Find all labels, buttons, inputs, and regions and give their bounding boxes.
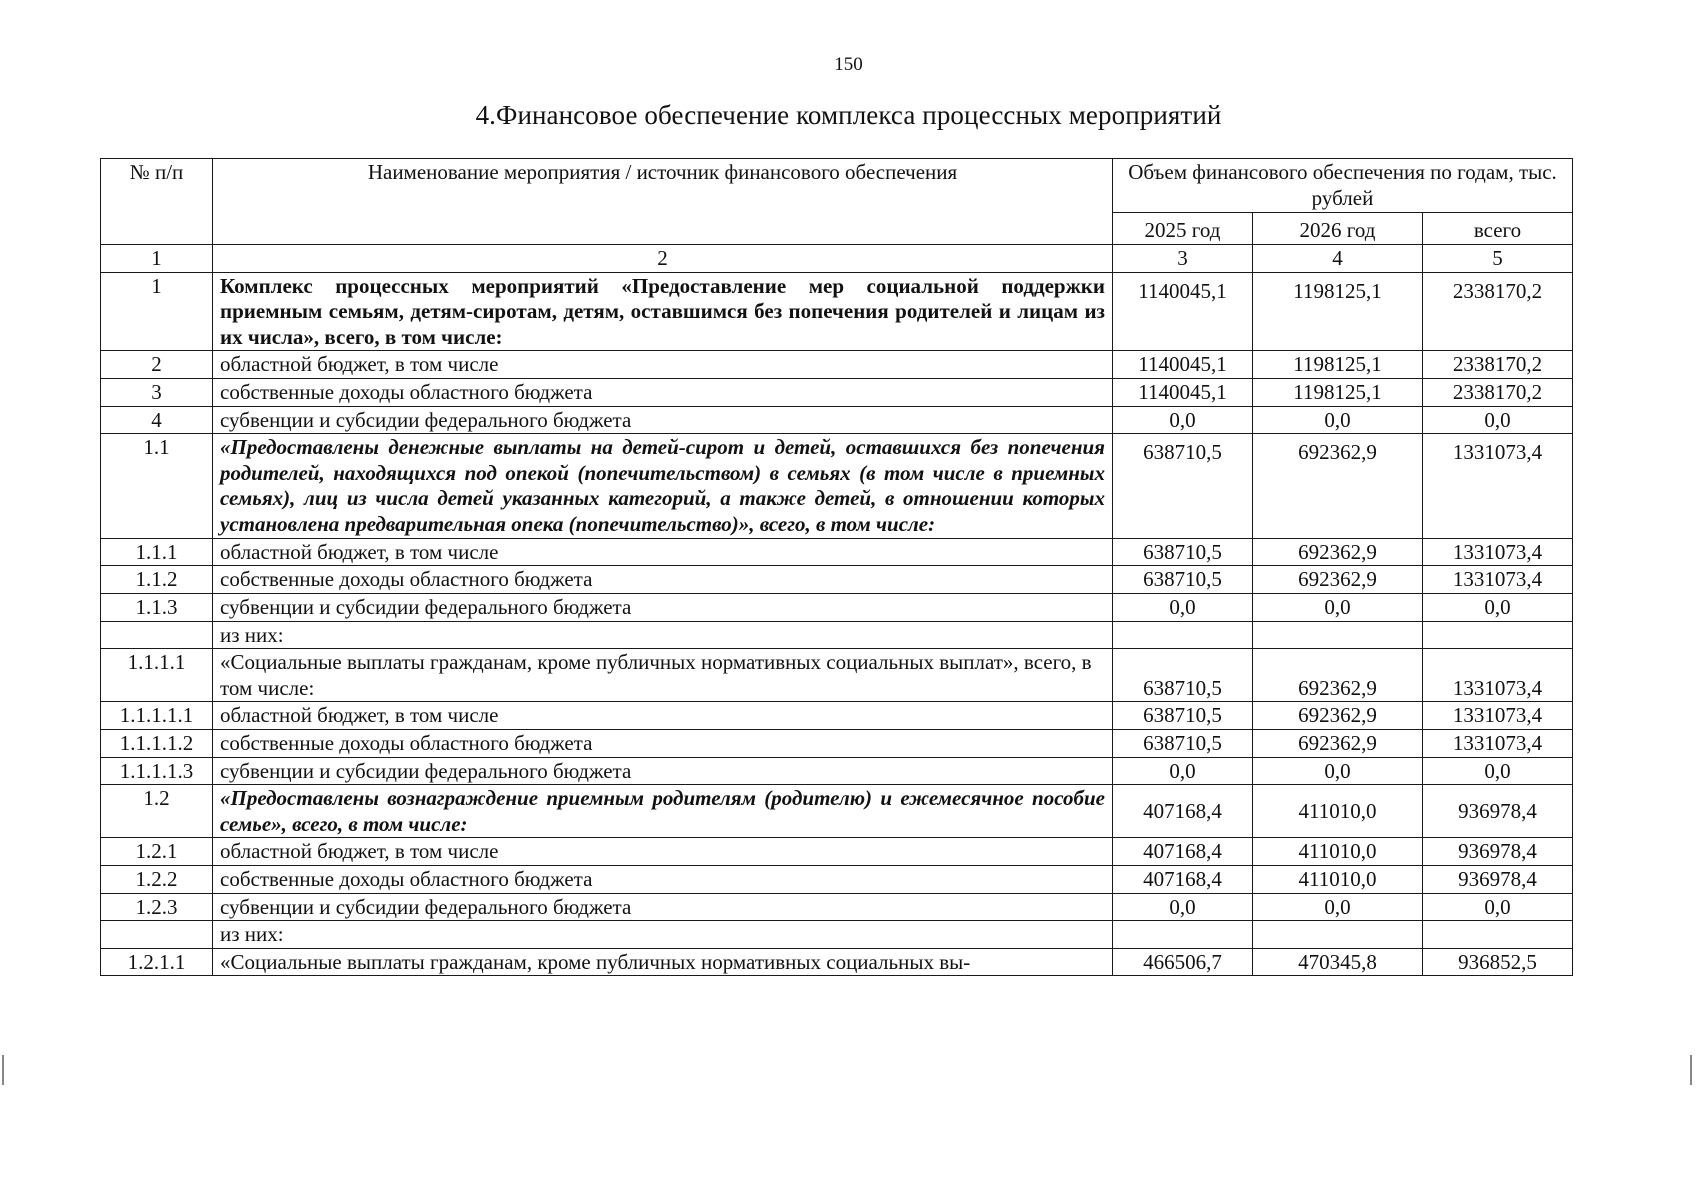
row-v2025-value: 0,0 — [1113, 893, 1253, 921]
row-number: 1.1.1.1.2 — [101, 729, 213, 757]
row-number: 4 — [101, 406, 213, 434]
row-number: 1 — [101, 272, 213, 351]
row-total-value: 2338170,2 — [1423, 272, 1573, 351]
row-total-value: 936978,4 — [1423, 866, 1573, 894]
row-number: 1.2.1.1 — [101, 948, 213, 976]
row-name: «Социальные выплаты гражданам, кроме публичных нормативных социальных вы- — [213, 948, 1113, 976]
row-name: областной бюджет, в том числе — [213, 838, 1113, 866]
row-number: 1.1.1.1.1 — [101, 702, 213, 730]
row-v2025-value: 407168,4 — [1113, 838, 1253, 866]
table-row — [101, 921, 1573, 949]
column-index: 2 — [213, 245, 1113, 273]
row-v2026-value: 692362,9 — [1253, 538, 1423, 566]
table-row — [101, 649, 1573, 702]
row-number: 2 — [101, 351, 213, 379]
table-row — [101, 757, 1573, 785]
row-name: «Предоставлены вознаграждение приемным родителям (родителю) и ежемесячное пособие семье», всего, в том числе: — [213, 785, 1113, 838]
row-name: областной бюджет, в том числе — [213, 702, 1113, 730]
row-name: областной бюджет, в том числе — [213, 538, 1113, 566]
row-v2025-value: 466506,7 — [1113, 948, 1253, 976]
table-row — [101, 838, 1573, 866]
row-number: 1.2.2 — [101, 866, 213, 894]
row-v2026-value — [1253, 921, 1423, 949]
row-name: собственные доходы областного бюджета — [213, 729, 1113, 757]
row-number: 1.1.1.1 — [101, 649, 213, 702]
table-row — [101, 948, 1573, 976]
row-v2026-value: 692362,9 — [1253, 729, 1423, 757]
row-number: 1.1.3 — [101, 593, 213, 621]
row-name: субвенции и субсидии федерального бюджета — [213, 406, 1113, 434]
row-name: из них: — [213, 621, 1113, 649]
row-v2026-value — [1253, 621, 1423, 649]
row-total-value: 1331073,4 — [1423, 729, 1573, 757]
row-total-value: 2338170,2 — [1423, 351, 1573, 379]
row-v2026-value: 1198125,1 — [1253, 272, 1423, 351]
table-row — [101, 406, 1573, 434]
row-total-value: 1331073,4 — [1423, 566, 1573, 594]
row-v2025-value — [1113, 921, 1253, 949]
row-total-value: 0,0 — [1423, 893, 1573, 921]
row-name: субвенции и субсидии федерального бюджета — [213, 893, 1113, 921]
row-number: 3 — [101, 379, 213, 407]
row-number: 1.2.1 — [101, 838, 213, 866]
row-v2026-value: 0,0 — [1253, 893, 1423, 921]
row-name: из них: — [213, 921, 1113, 949]
row-v2026-value: 1198125,1 — [1253, 351, 1423, 379]
scan-mark-right — [1690, 1055, 1692, 1085]
row-v2025-value: 0,0 — [1113, 406, 1253, 434]
table-body — [101, 272, 1573, 976]
row-v2025-value: 1140045,1 — [1113, 272, 1253, 351]
table-row — [101, 566, 1573, 594]
table-row — [101, 379, 1573, 407]
table-row — [101, 621, 1573, 649]
row-name: собственные доходы областного бюджета — [213, 566, 1113, 594]
table-row — [101, 866, 1573, 894]
table-row — [101, 351, 1573, 379]
row-v2026-value: 692362,9 — [1253, 566, 1423, 594]
row-total-value — [1423, 921, 1573, 949]
row-v2026-value: 692362,9 — [1253, 702, 1423, 730]
row-v2026-value: 411010,0 — [1253, 838, 1423, 866]
row-v2025-value: 0,0 — [1113, 757, 1253, 785]
header-volume: Объем финансового обеспечения по годам, тыс. рублей — [1113, 159, 1573, 213]
table-row — [101, 729, 1573, 757]
row-v2026-value: 692362,9 — [1253, 649, 1423, 702]
row-v2026-value: 0,0 — [1253, 406, 1423, 434]
row-v2025-value: 407168,4 — [1113, 866, 1253, 894]
row-v2026-value: 0,0 — [1253, 593, 1423, 621]
row-v2025-value: 1140045,1 — [1113, 379, 1253, 407]
row-name: областной бюджет, в том числе — [213, 351, 1113, 379]
row-number — [101, 621, 213, 649]
column-index: 5 — [1423, 245, 1573, 273]
row-v2025-value: 638710,5 — [1113, 434, 1253, 538]
row-name: Комплекс процессных мероприятий «Предоставление мер социальной поддержки приемным семьям, детям-сиротам, детям, оставшимся без попечения родителей и лицам из их числа», всего, в том числе: — [213, 272, 1113, 351]
row-v2025-value: 638710,5 — [1113, 729, 1253, 757]
row-total-value: 0,0 — [1423, 593, 1573, 621]
row-name: субвенции и субсидии федерального бюджета — [213, 757, 1113, 785]
row-total-value: 0,0 — [1423, 406, 1573, 434]
row-name: «Социальные выплаты гражданам, кроме публичных нормативных социальных выплат», всего, в том числе: — [213, 649, 1113, 702]
table-row — [101, 893, 1573, 921]
row-v2026-value: 1198125,1 — [1253, 379, 1423, 407]
table-row — [101, 593, 1573, 621]
row-number: 1.1 — [101, 434, 213, 538]
table-row — [101, 538, 1573, 566]
column-index: 4 — [1253, 245, 1423, 273]
header-name: Наименование мероприятия / источник финансового обеспечения — [213, 159, 1113, 245]
row-number: 1.1.1 — [101, 538, 213, 566]
row-v2026-value: 411010,0 — [1253, 866, 1423, 894]
row-v2025-value: 1140045,1 — [1113, 351, 1253, 379]
scan-mark-left — [2, 1055, 4, 1085]
row-v2025-value: 638710,5 — [1113, 702, 1253, 730]
header-year-2026: 2026 год — [1253, 213, 1423, 245]
row-number — [101, 921, 213, 949]
financing-table — [100, 158, 1573, 976]
row-v2025-value: 407168,4 — [1113, 785, 1253, 838]
header-number: № п/п — [101, 159, 213, 245]
header-year-2025: 2025 год — [1113, 213, 1253, 245]
row-total-value: 0,0 — [1423, 757, 1573, 785]
row-number: 1.2 — [101, 785, 213, 838]
table-row — [101, 702, 1573, 730]
row-v2025-value: 638710,5 — [1113, 566, 1253, 594]
row-v2026-value: 692362,9 — [1253, 434, 1423, 538]
row-total-value: 936978,4 — [1423, 838, 1573, 866]
row-total-value: 1331073,4 — [1423, 702, 1573, 730]
row-number: 1.1.2 — [101, 566, 213, 594]
row-total-value: 936978,4 — [1423, 785, 1573, 838]
column-index: 1 — [101, 245, 213, 273]
column-index: 3 — [1113, 245, 1253, 273]
column-index-row — [101, 245, 1573, 273]
row-total-value — [1423, 621, 1573, 649]
row-name: собственные доходы областного бюджета — [213, 379, 1113, 407]
row-total-value: 2338170,2 — [1423, 379, 1573, 407]
header-total: всего — [1423, 213, 1573, 245]
row-v2025-value: 0,0 — [1113, 593, 1253, 621]
table-row — [101, 272, 1573, 351]
row-v2026-value: 470345,8 — [1253, 948, 1423, 976]
table-row — [101, 434, 1573, 538]
page-number: 150 — [834, 54, 863, 75]
row-number: 1.2.3 — [101, 893, 213, 921]
row-v2025-value — [1113, 621, 1253, 649]
row-total-value: 936852,5 — [1423, 948, 1573, 976]
page-title: 4.Финансовое обеспечение комплекса процессных мероприятий — [475, 100, 1222, 130]
row-total-value: 1331073,4 — [1423, 649, 1573, 702]
row-v2025-value: 638710,5 — [1113, 649, 1253, 702]
row-v2026-value: 411010,0 — [1253, 785, 1423, 838]
row-name: «Предоставлены денежные выплаты на детей-сирот и детей, оставшихся без попечения родителей, находящихся под опекой (попечительством) в семьях (в том числе в приемных семьях), лиц из числа детей указанных категорий, а также детей, в отношении которых установлена предварительная опека (попечительство)», всего, в том числе: — [213, 434, 1113, 538]
row-name: субвенции и субсидии федерального бюджета — [213, 593, 1113, 621]
row-v2025-value: 638710,5 — [1113, 538, 1253, 566]
row-name: собственные доходы областного бюджета — [213, 866, 1113, 894]
row-v2026-value: 0,0 — [1253, 757, 1423, 785]
row-number: 1.1.1.1.3 — [101, 757, 213, 785]
row-total-value: 1331073,4 — [1423, 538, 1573, 566]
row-total-value: 1331073,4 — [1423, 434, 1573, 538]
table-row — [101, 785, 1573, 838]
